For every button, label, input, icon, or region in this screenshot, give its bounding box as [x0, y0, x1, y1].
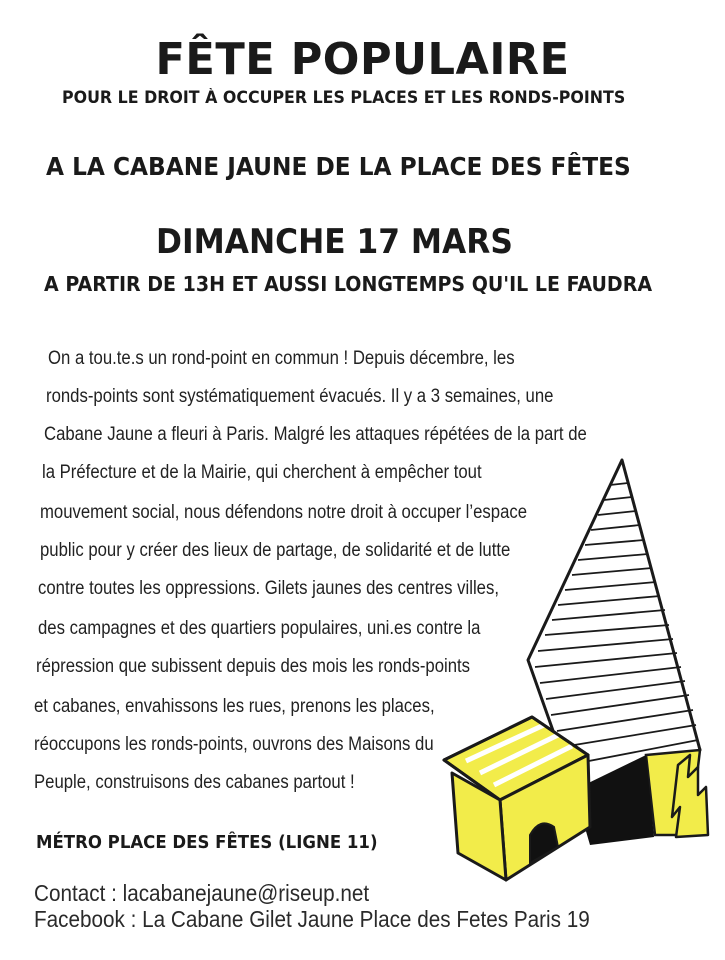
body-line: public pour y créer des lieux de partage, de solidarité et de lutte — [40, 540, 511, 561]
body-line: mouvement social, nous défendons notre droit à occuper l’espace — [40, 502, 528, 523]
small-cabane — [444, 717, 590, 880]
venue-heading: A LA CABANE JAUNE DE LA PLACE DES FÊTES — [46, 152, 631, 181]
facebook-info: Facebook : La Cabane Gilet Jaune Place des Fetes Paris 19 — [34, 906, 590, 932]
body-line: Peuple, construisons des cabanes partout ! — [34, 772, 355, 793]
body-line: contre toutes les oppressions. Gilets jaunes des centres villes, — [38, 578, 499, 599]
body-line: réoccupons les ronds-points, ouvrons des Maisons du — [34, 734, 434, 755]
body-line: ronds-points sont systématiquement évacués. Il y a 3 semaines, une — [46, 386, 554, 407]
contact-email: Contact : lacabanejaune@riseup.net — [34, 880, 370, 906]
cabane-illustration — [440, 455, 720, 890]
metro-info: MÉTRO PLACE DES FÊTES (LIGNE 11) — [36, 832, 378, 853]
body-line: Cabane Jaune a fleuri à Paris. Malgré les attaques répétées de la part de — [44, 424, 587, 445]
body-line: la Préfecture et de la Mairie, qui cherchent à empêcher tout — [42, 462, 482, 483]
body-line: On a tou.te.s un rond-point en commun ! Depuis décembre, les — [48, 348, 515, 369]
body-line: répression que subissent depuis des mois les ronds-points — [36, 656, 471, 677]
event-time: A PARTIR DE 13H ET AUSSI LONGTEMPS QU'IL LE FAUDRA — [44, 272, 653, 296]
poster-title: FÊTE POPULAIRE — [155, 34, 570, 85]
body-line: des campagnes et des quartiers populaires, uni.es contre la — [38, 618, 481, 639]
body-line: et cabanes, envahissons les rues, prenons les places, — [34, 696, 435, 717]
poster-subtitle: POUR LE DROIT À OCCUPER LES PLACES ET LES RONDS-POINTS — [62, 88, 626, 107]
event-date: DIMANCHE 17 MARS — [156, 222, 513, 262]
